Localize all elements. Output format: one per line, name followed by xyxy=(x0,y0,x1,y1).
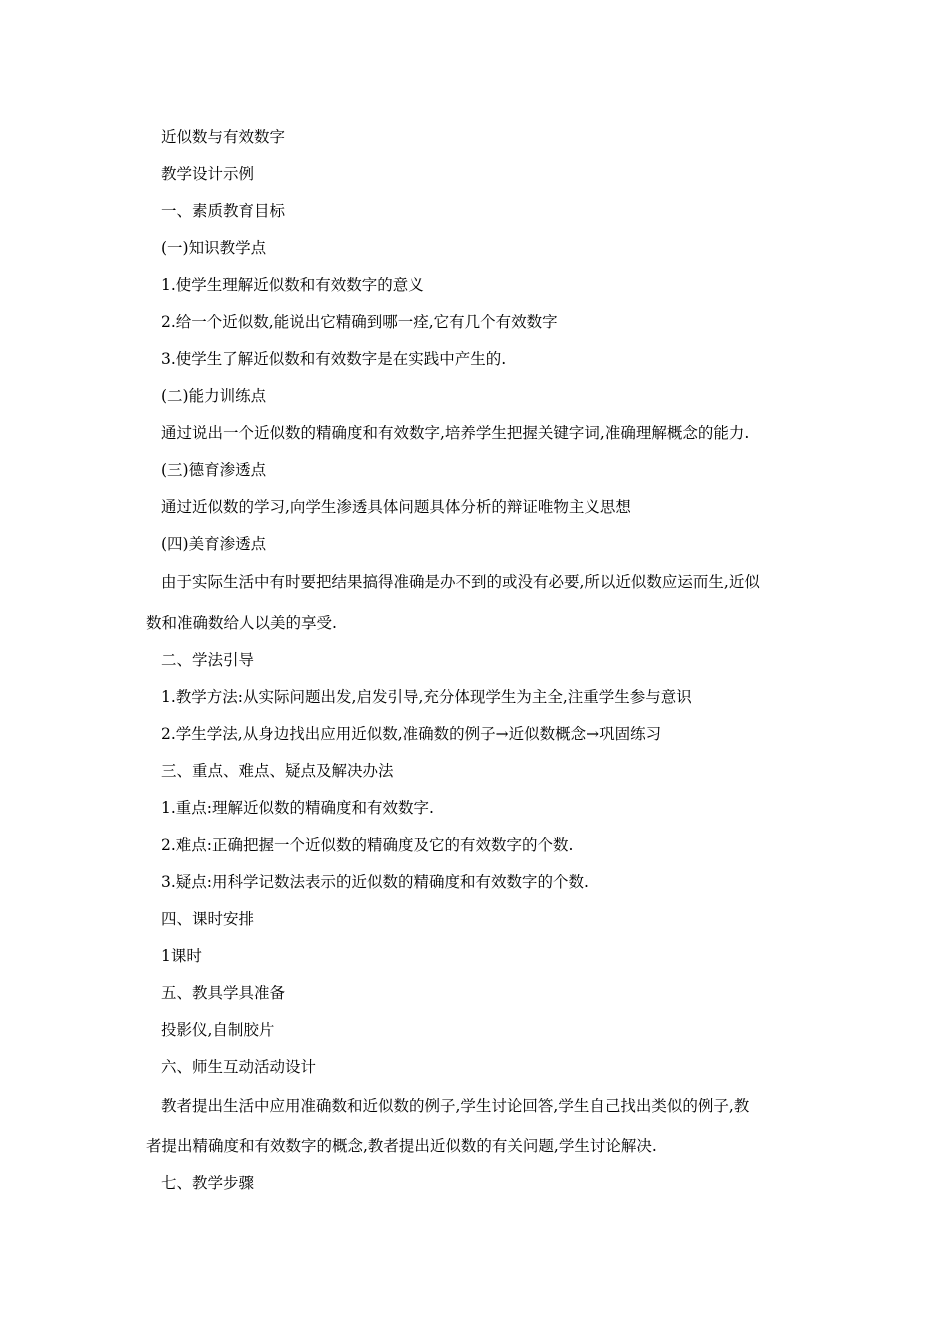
section-heading-materials: 五、教具学具准备 xyxy=(161,984,286,1002)
paragraph: 3.使学生了解近似数和有效数字是在实践中产生的. xyxy=(161,350,507,368)
section-heading-steps: 七、教学步骤 xyxy=(161,1174,255,1192)
paragraph: 2.给一个近似数,能说出它精确到哪一痊,它有几个有效数字 xyxy=(161,313,558,331)
section-heading-keypoints: 三、重点、难点、疑点及解决办法 xyxy=(161,762,394,780)
paragraph: 由于实际生活中有时要把结果搞得准确是办不到的或没有必要,所以近似数应运而生,近似 xyxy=(161,573,760,591)
paragraph-continued: 数和准确数给人以美的享受. xyxy=(146,614,337,632)
paragraph: 1课时 xyxy=(161,947,202,965)
paragraph: 1.教学方法:从实际问题出发,启发引导,充分体现学生为主全,注重学生参与意识 xyxy=(161,688,692,706)
paragraph: 通过近似数的学习,向学生渗透具体问题具体分析的辩证唯物主义思想 xyxy=(161,498,631,516)
subheading-knowledge: (一)知识教学点 xyxy=(161,239,267,257)
subheading-moral: (三)德育渗透点 xyxy=(161,461,267,479)
paragraph: 3.疑点:用科学记数法表示的近似数的精确度和有效数字的个数. xyxy=(161,873,589,891)
subheading-aesthetic: (四)美育渗透点 xyxy=(161,535,267,553)
document-title: 近似数与有效数字 xyxy=(161,128,286,146)
section-heading-goals: 一、素质教育目标 xyxy=(161,202,286,220)
paragraph: 1.重点:理解近似数的精确度和有效数字. xyxy=(161,799,434,817)
subheading-ability: (二)能力训练点 xyxy=(161,387,267,405)
paragraph-continued: 者提出精确度和有效数字的概念,教者提出近似数的有关问题,学生讨论解决. xyxy=(146,1137,657,1155)
section-heading-interaction: 六、师生互动活动设计 xyxy=(161,1058,317,1076)
paragraph: 1.使学生理解近似数和有效数字的意义 xyxy=(161,276,424,294)
paragraph: 教者提出生活中应用准确数和近似数的例子,学生讨论回答,学生自己找出类似的例子,教 xyxy=(161,1097,750,1115)
paragraph: 通过说出一个近似数的精确度和有效数字,培养学生把握关键字词,准确理解概念的能力. xyxy=(161,424,750,442)
document-subtitle: 教学设计示例 xyxy=(161,165,255,183)
section-heading-methods: 二、学法引导 xyxy=(161,651,255,669)
paragraph: 2.难点:正确把握一个近似数的精确度及它的有效数字的个数. xyxy=(161,836,574,854)
section-heading-schedule: 四、课时安排 xyxy=(161,910,255,928)
paragraph: 2.学生学法,从身边找出应用近似数,准确数的例子→近似数概念→巩固练习 xyxy=(161,725,662,743)
paragraph: 投影仪,自制胶片 xyxy=(161,1021,275,1039)
